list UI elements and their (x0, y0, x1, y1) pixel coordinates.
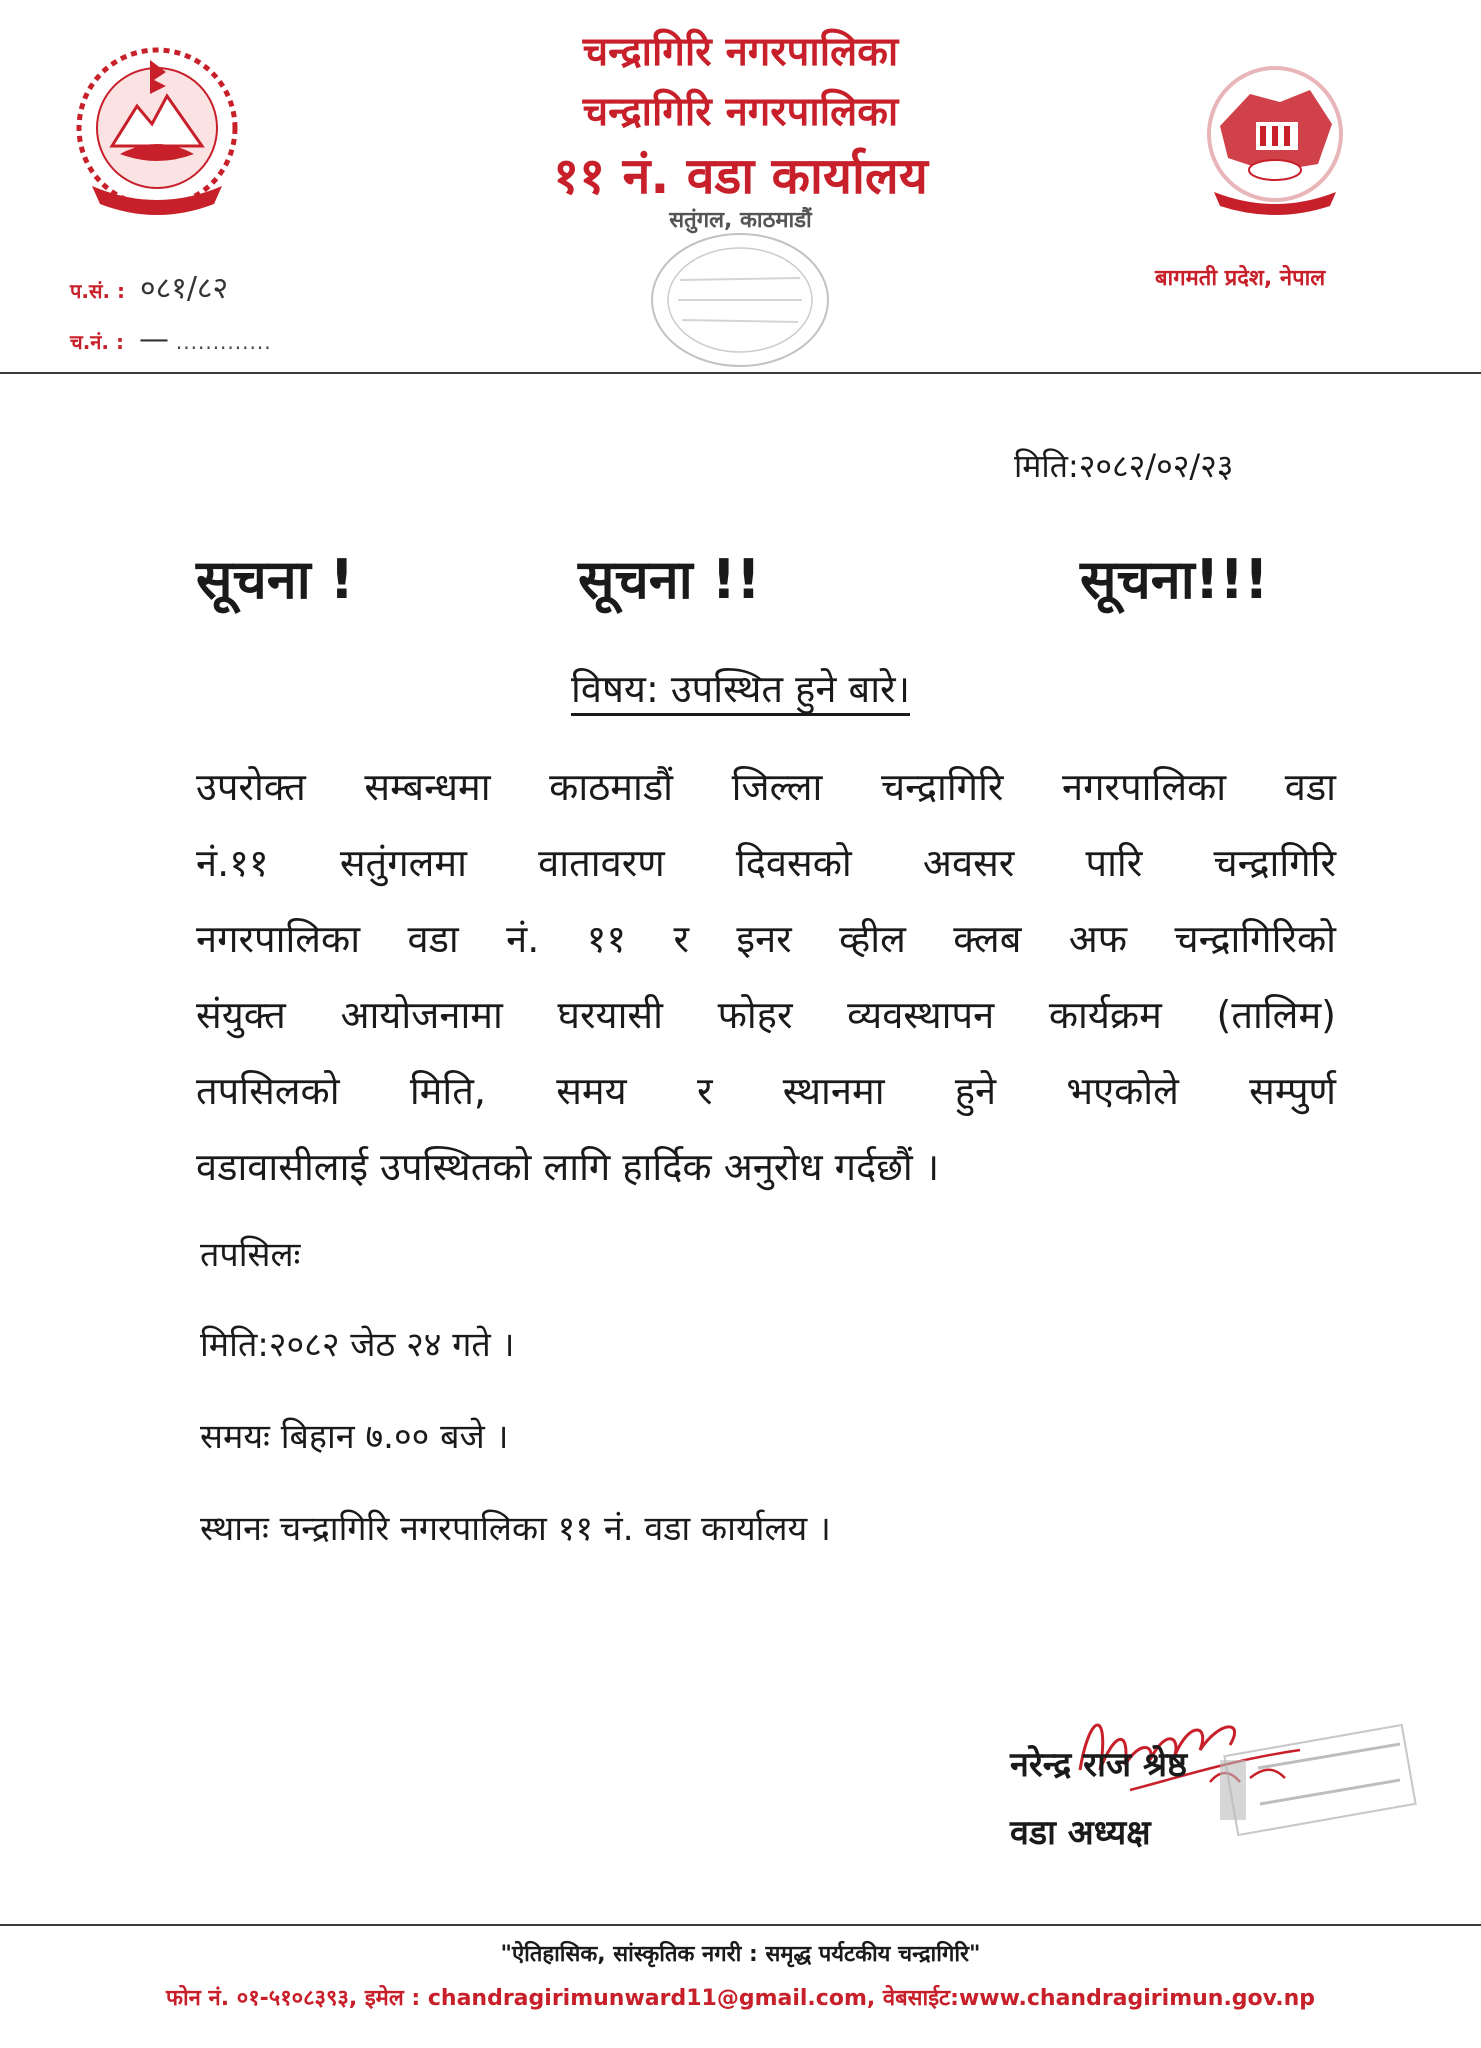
subject-line (0, 662, 1481, 714)
office-location: सतुंगल, काठमाडौं (669, 208, 812, 233)
paragraph-line: वडावासीलाई उपस्थितको लागि हार्दिक अनुरोध गर्दछौं । (196, 1145, 940, 1189)
event-time: समयः बिहान ७.०० बजे । (200, 1417, 509, 1457)
paragraph-line: संयुक्त आयोजनामा घरयासी फोहर व्यवस्थापन कार्यक्रम (तालिम) (196, 993, 1336, 1037)
paragraph-line: नं.११ सतुंगलमा वातावरण दिवसको अवसर पारि चन्द्रागिरि (196, 841, 1336, 885)
signatory-role: वडा अध्यक्ष (1010, 1813, 1151, 1853)
paragraph-line: उपरोक्त सम्बन्धमा काठमाडौं जिल्ला चन्द्रागिरि नगरपालिका वडा (196, 765, 1336, 809)
details-heading: तपसिलः (200, 1235, 301, 1275)
dispatch-label: च.नं. : (70, 330, 124, 354)
event-date: मिति:२०८२ जेठ २४ गते । (200, 1325, 515, 1365)
footer-contact: फोन नं. ०१-५१०८३९३, इमेल : chandragirimunward11@gmail.com, वेबसाईट:www.chandragirimun.gov.np (166, 1986, 1315, 2011)
dispatch-dots: ............. (175, 330, 272, 354)
footer-slogan: "ऐतिहासिक, सांस्कृतिक नगरी : समृद्ध पर्यटकीय चन्द्रागिरि" (500, 1942, 981, 1967)
dispatch-number (70, 322, 272, 357)
header-divider (0, 372, 1481, 374)
office-stamp-icon (640, 230, 840, 380)
municipality-name-alt: चन्द्रागिरि नगरपालिका (582, 89, 899, 135)
event-place: स्थानः चन्द्रागिरि नगरपालिका ११ नं. वडा कार्यालय । (200, 1509, 831, 1549)
notice-heading-1: सूचना ! (196, 548, 355, 611)
reference-label: प.सं. : (70, 279, 126, 303)
paragraph-line: तपसिलको मिति, समय र स्थानमा हुने भएकोले सम्पुर्ण (196, 1069, 1336, 1113)
ward-office-title: ११ नं. वडा कार्यालय (553, 147, 928, 205)
municipality-name: चन्द्रागिरि नगरपालिका (582, 29, 899, 75)
notice-heading-3: सूचना!!! (1080, 548, 1269, 611)
paragraph-line: नगरपालिका वडा नं. ११ र इनर व्हील क्लब अफ चन्द्रागिरिको (196, 917, 1336, 961)
province-label: बागमती प्रदेश, नेपाल (1155, 266, 1326, 291)
signatory-stamp-icon (1210, 1720, 1430, 1840)
issue-date: मिति:२०८२/०२/२३ (1014, 447, 1234, 485)
notice-heading-2: सूचना !! (578, 548, 761, 611)
subject-text: विषय: उपस्थित हुने बारे। (571, 667, 910, 716)
signatory-name: नरेन्द्र राज श्रेष्ठ (1010, 1745, 1188, 1785)
reference-number (70, 266, 228, 307)
dispatch-value: — (138, 322, 169, 357)
footer-divider (0, 1924, 1481, 1926)
reference-value: ०८१/८२ (140, 271, 229, 306)
